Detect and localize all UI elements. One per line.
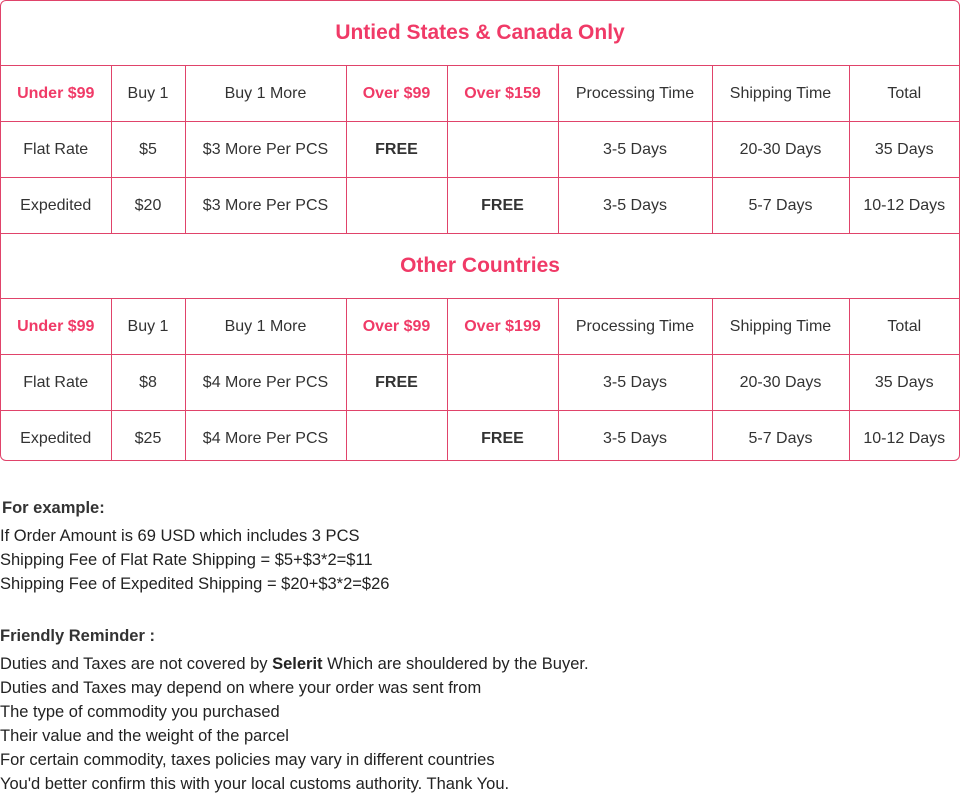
table-cell: $8 (111, 355, 185, 411)
table-cell (447, 355, 558, 411)
other-header-row (1, 299, 959, 355)
header-cell: Total (849, 299, 959, 355)
example-line: Shipping Fee of Expedited Shipping = $20+$3*2=$26 (0, 575, 390, 593)
header-cell: Over $99 (346, 299, 447, 355)
header-cell: Shipping Time (712, 66, 849, 122)
table-cell: $5 (111, 122, 185, 178)
table-cell: 10-12 Days (849, 178, 959, 234)
other-title-row (1, 234, 959, 299)
table-cell (346, 411, 447, 462)
table-cell: Flat Rate (1, 355, 111, 411)
table-cell: Expedited (1, 178, 111, 234)
spacer (0, 596, 960, 624)
table-cell: 3-5 Days (558, 178, 712, 234)
table-cell: FREE (346, 355, 447, 411)
example-heading: For example: (2, 499, 105, 517)
table-row (1, 122, 959, 178)
table-cell: $3 More Per PCS (185, 122, 346, 178)
header-cell: Buy 1 More (185, 66, 346, 122)
table-cell: $3 More Per PCS (185, 178, 346, 234)
header-cell: Under $99 (1, 66, 111, 122)
header-cell: Processing Time (558, 66, 712, 122)
reminder-heading: Friendly Reminder : (0, 627, 155, 645)
us-ca-title-row (1, 1, 959, 66)
table-cell (447, 122, 558, 178)
notes-section (0, 496, 960, 796)
table-cell (346, 178, 447, 234)
table-cell: 10-12 Days (849, 411, 959, 462)
header-cell: Buy 1 (111, 299, 185, 355)
brand-name: Selerit (272, 655, 323, 673)
table-row (1, 178, 959, 234)
other-title: Other Countries (1, 234, 959, 299)
header-cell: Processing Time (558, 299, 712, 355)
reminder-line (0, 652, 960, 676)
reminder-line: Their value and the weight of the parcel (0, 727, 289, 745)
header-cell: Buy 1 More (185, 299, 346, 355)
table-cell: FREE (447, 178, 558, 234)
reminder-line: The type of commodity you purchased (0, 703, 280, 721)
reminder-line: You'd better confirm this with your local customs authority. Thank You. (0, 775, 510, 793)
table-cell: 35 Days (849, 122, 959, 178)
table-cell: 20-30 Days (712, 355, 849, 411)
us-ca-header-row (1, 66, 959, 122)
table-cell: 3-5 Days (558, 355, 712, 411)
table-cell: 3-5 Days (558, 411, 712, 462)
table-row (1, 411, 959, 462)
reminder-line: For certain commodity, taxes policies may vary in different countries (0, 751, 495, 769)
table-cell: $4 More Per PCS (185, 355, 346, 411)
header-cell: Over $99 (346, 66, 447, 122)
table-cell: Expedited (1, 411, 111, 462)
table-cell: 3-5 Days (558, 122, 712, 178)
table-cell: 20-30 Days (712, 122, 849, 178)
table-cell: FREE (447, 411, 558, 462)
reminder-text: Which are shouldered by the Buyer. (322, 655, 589, 673)
table-cell: Flat Rate (1, 122, 111, 178)
header-cell: Shipping Time (712, 299, 849, 355)
header-cell: Under $99 (1, 299, 111, 355)
reminder-line: Duties and Taxes may depend on where your order was sent from (0, 679, 482, 697)
header-cell: Over $159 (447, 66, 558, 122)
table-row (1, 355, 959, 411)
header-cell: Over $199 (447, 299, 558, 355)
table-cell: 35 Days (849, 355, 959, 411)
reminder-text: Duties and Taxes are not covered by (0, 655, 273, 673)
example-line: If Order Amount is 69 USD which includes 3 PCS (0, 527, 360, 545)
table-cell: $4 More Per PCS (185, 411, 346, 462)
table-cell: $25 (111, 411, 185, 462)
table-cell: $20 (111, 178, 185, 234)
us-ca-title: Untied States & Canada Only (1, 1, 959, 66)
table-cell: 5-7 Days (712, 411, 849, 462)
shipping-rates-table (1, 1, 959, 461)
table-cell: 5-7 Days (712, 178, 849, 234)
example-line: Shipping Fee of Flat Rate Shipping = $5+$3*2=$11 (0, 551, 373, 569)
header-cell: Total (849, 66, 959, 122)
table-cell: FREE (346, 122, 447, 178)
header-cell: Buy 1 (111, 66, 185, 122)
